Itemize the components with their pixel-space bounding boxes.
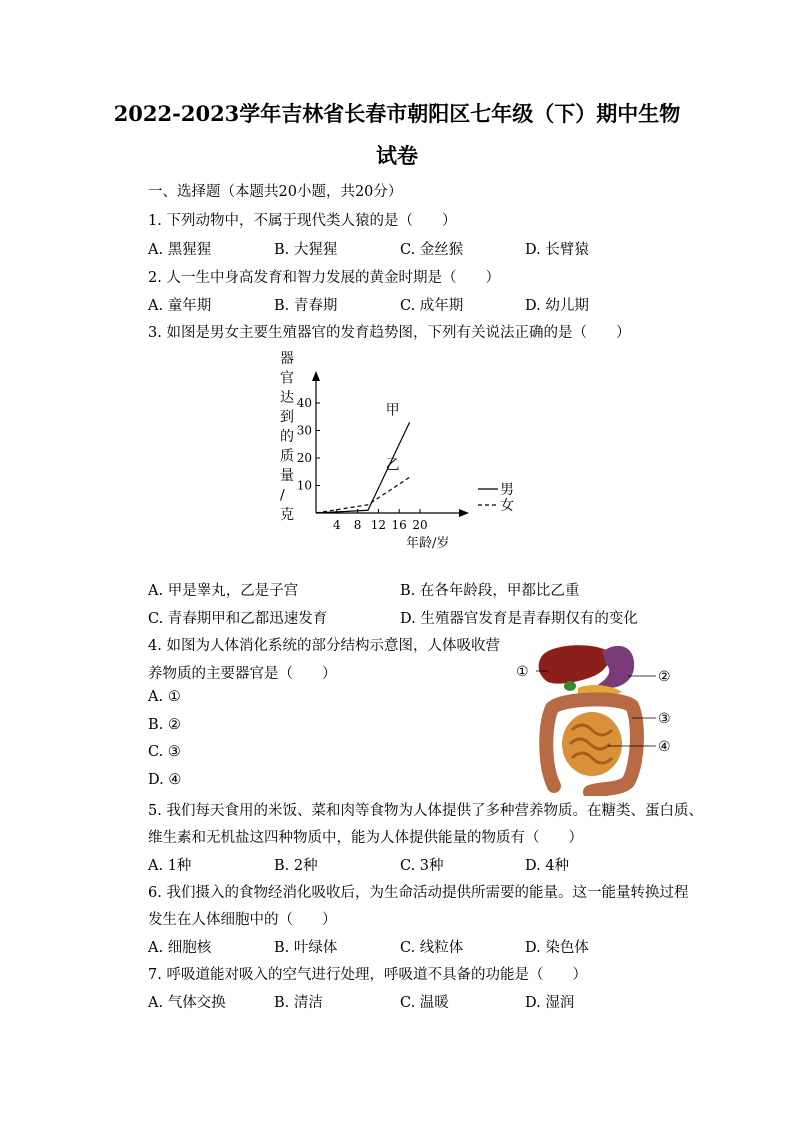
x-axis-arrow — [459, 509, 469, 517]
q1-option-c: C. 金丝猴 — [400, 242, 464, 258]
q6-option-b: B. 叶绿体 — [274, 940, 338, 956]
y-label-char: 克 — [280, 507, 294, 523]
label-3: ③ — [658, 711, 671, 727]
q1-option-d: D. 长臂猿 — [525, 242, 589, 258]
question-4-stem: 4. 如图为人体消化系统的部分结构示意图，人体吸收营 — [148, 638, 500, 654]
series-label: 乙 — [385, 457, 400, 474]
y-label-char: / — [280, 487, 285, 504]
series-label: 甲 — [385, 402, 400, 419]
liver-shape — [539, 645, 610, 683]
q2-option-b: B. 青春期 — [274, 298, 338, 314]
question-6-stem: 6. 我们摄入的食物经消化吸收后，为生命活动提供所需要的能量。这一能量转换过程 — [148, 885, 689, 901]
q7-option-b: B. 清洁 — [274, 995, 323, 1011]
y-label-char: 量 — [280, 468, 294, 484]
legend-label: 男 — [500, 482, 514, 498]
q5-option-c: C. 3种 — [400, 858, 444, 874]
q5-option-a: A. 1种 — [148, 858, 192, 874]
x-tick-label: 8 — [353, 518, 362, 532]
q7-option-c: C. 温暖 — [400, 995, 449, 1011]
y-label-char: 器 — [280, 351, 294, 367]
q6-option-a: A. 细胞核 — [148, 940, 212, 956]
q7-option-d: D. 湿润 — [525, 995, 575, 1011]
q7-option-a: A. 气体交换 — [148, 995, 226, 1011]
x-tick-label: 12 — [370, 518, 387, 532]
y-label-char: 的 — [280, 429, 294, 445]
q1-option-b: B. 大猩猩 — [274, 242, 338, 258]
y-label-char: 到 — [280, 409, 294, 426]
y-tick-label: 10 — [296, 478, 312, 493]
y-tick-label: 40 — [296, 396, 312, 410]
q4-option-a: A. ① — [148, 689, 181, 705]
q4-option-d: D. ④ — [148, 772, 182, 788]
question-1-stem: 1. 下列动物中，不属于现代类人猿的是（ ） — [148, 213, 457, 229]
y-tick-label: 20 — [296, 451, 312, 465]
y-label-char: 官 — [280, 370, 294, 387]
section-heading: 一、选择题（本题共20小题，共20分） — [148, 184, 403, 200]
small-intestine-shape — [562, 712, 622, 776]
q6-option-c: C. 线粒体 — [400, 940, 464, 956]
label-4: ④ — [658, 739, 671, 755]
x-tick-label: 20 — [412, 518, 428, 532]
growth-chart — [270, 345, 530, 560]
x-tick-label: 4 — [332, 518, 341, 532]
y-tick-label: 30 — [296, 423, 312, 438]
q5-option-d: D. 4种 — [525, 858, 570, 874]
q3-option-b: B. 在各年龄段，甲都比乙重 — [400, 583, 580, 599]
gallbladder-shape — [564, 681, 576, 691]
question-2-stem: 2. 人一生中身高发育和智力发展的黄金时期是（ ） — [148, 270, 500, 286]
question-6-stem-2: 发生在人体细胞中的（ ） — [148, 912, 337, 928]
label-1: ① — [516, 664, 529, 680]
q1-option-a: A. 黑猩猩 — [148, 242, 212, 258]
q4-option-b: B. ② — [148, 717, 181, 733]
question-4-stem-2: 养物质的主要器官是（ ） — [148, 666, 337, 682]
series-line-乙 — [316, 477, 410, 513]
y-label-char: 达 — [280, 390, 294, 406]
q4-option-c: C. ③ — [148, 744, 181, 760]
label-2: ② — [658, 669, 671, 685]
q6-option-d: D. 染色体 — [525, 940, 589, 956]
q2-option-d: D. 幼儿期 — [525, 298, 589, 314]
y-axis-arrow — [312, 371, 320, 381]
legend-label: 女 — [500, 498, 514, 514]
q2-option-a: A. 童年期 — [148, 298, 212, 314]
question-5-stem-2: 维生素和无机盐这四种物质中，能为人体提供能量的物质有（ ） — [148, 830, 583, 846]
question-7-stem: 7. 呼吸道能对吸入的空气进行处理，呼吸道不具备的功能是（ ） — [148, 967, 587, 983]
q2-option-c: C. 成年期 — [400, 298, 464, 314]
page-title: 2022-2023学年吉林省长春市朝阳区七年级（下）期中生物 — [113, 101, 681, 126]
x-tick-label: 16 — [391, 518, 407, 532]
y-axis-label — [280, 351, 294, 523]
question-3-stem: 3. 如图是男女主要生殖器官的发育趋势图，下列有关说法正确的是（ ） — [148, 325, 631, 341]
q3-option-d: D. 生殖器官发育是青春期仅有的变化 — [400, 611, 638, 627]
q3-option-a: A. 甲是睾丸，乙是子宫 — [148, 583, 299, 599]
q5-option-b: B. 2种 — [274, 858, 318, 874]
y-label-char: 质 — [280, 448, 294, 465]
x-axis-label: 年龄/岁 — [406, 536, 450, 551]
digestive-system-diagram — [510, 636, 680, 796]
q3-option-c: C. 青春期甲和乙都迅速发育 — [148, 611, 328, 627]
page-title-line2: 试卷 — [376, 143, 418, 168]
question-5-stem: 5. 我们每天食用的米饭、菜和肉等食物为人体提供了多种营养物质。在糖类、蛋白质、 — [148, 803, 703, 819]
